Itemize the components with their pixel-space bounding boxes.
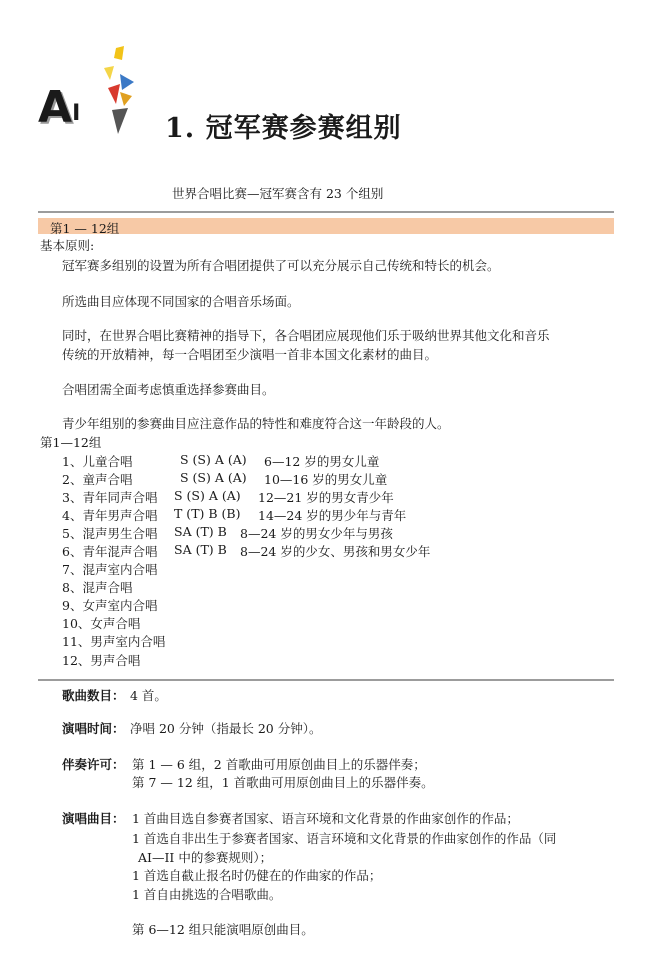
songs-value: 4 首。: [130, 688, 167, 703]
section-band: [38, 218, 614, 234]
accomp-line: 第 1 — 6 组，2 首歌曲可用原创曲目上的乐器伴奏；: [132, 757, 426, 772]
group-voice: S (S) A (A): [174, 488, 241, 503]
group-desc: 8—24 岁的少女、男孩和男女少年: [240, 544, 431, 559]
group-name: 9、女声室内合唱: [62, 598, 158, 613]
group-name: 6、青年混声合唱: [62, 544, 158, 559]
final-note: 第 6—12 组只能演唱原创曲目。: [132, 922, 314, 937]
group-voice: T (T) B (B): [174, 506, 241, 521]
accomp-label: 伴奏许可：: [62, 757, 125, 772]
subtitle: 世界合唱比赛—冠军赛含有 23 个组别: [172, 186, 384, 201]
principle-paragraph: 青少年组别的参赛曲目应注意作品的特性和难度符合这一年龄段的人。: [62, 416, 450, 431]
group-desc: 6—12 岁的男女儿童: [264, 454, 380, 469]
group-desc: 10—16 岁的男女儿童: [264, 472, 388, 487]
section-band-label: 第1 — 12组: [50, 221, 120, 236]
page-title: 1. 冠军赛参赛组别: [165, 113, 402, 144]
group-name: 12、男声合唱: [62, 653, 141, 668]
divider-top: [38, 211, 614, 213]
repertoire-line: 1 首选自非出生于参赛者国家、语言环境和文化背景的作曲家创作的作品（同: [132, 831, 557, 846]
principle-paragraph: 合唱团需全面考虑慎重选择参赛曲目。: [62, 382, 275, 397]
group-desc: 8—24 岁的男女少年与男孩: [240, 526, 393, 541]
group-voice: SA (T) B: [174, 542, 227, 557]
time-value: 净唱 20 分钟（指最长 20 分钟）。: [130, 721, 322, 736]
divider-middle: [38, 679, 614, 681]
group-name: 7、混声室内合唱: [62, 562, 158, 577]
logo-letter-a: A: [38, 82, 73, 133]
principles-heading: 基本原则:: [40, 238, 95, 253]
repertoire-line: 1 首曲目选自参赛者国家、语言环境和文化背景的作曲家创作的作品；: [132, 811, 519, 826]
principle-paragraph: 所选曲目应体现不同国家的合唱音乐场面。: [62, 294, 300, 309]
group-name: 4、青年男声合唱: [62, 508, 158, 523]
logo-text: [38, 82, 81, 133]
repertoire-label: 演唱曲目：: [62, 811, 125, 826]
group-desc: 12—21 岁的男女青少年: [258, 490, 394, 505]
time-label: 演唱时间：: [62, 721, 125, 736]
ai-logo: [38, 44, 146, 140]
songs-label: 歌曲数目：: [62, 688, 125, 703]
accomp-line: 第 7 — 12 组，1 首歌曲可用原创曲目上的乐器伴奏。: [132, 775, 434, 790]
group-voice: S (S) A (A): [180, 470, 247, 485]
group-name: 11、男声室内合唱: [62, 634, 166, 649]
group-voice: SA (T) B: [174, 524, 227, 539]
group-desc: 14—24 岁的男少年与青年: [258, 508, 407, 523]
principle-paragraph: 冠军赛多组别的设置为所有合唱团提供了可以充分展示自己传统和特长的机会。: [62, 258, 500, 273]
principle-paragraph: 传统的开放精神，每一合唱团至少演唱一首非本国文化素材的曲目。: [62, 347, 438, 362]
principle-paragraph: 同时，在世界合唱比赛精神的指导下，各合唱团应展现他们乐于吸纳世界其他文化和音乐: [62, 328, 550, 343]
group-name: 10、女声合唱: [62, 616, 141, 631]
groups-heading: 第1—12组: [40, 435, 102, 450]
group-name: 3、青年同声合唱: [62, 490, 158, 505]
group-name: 8、混声合唱: [62, 580, 133, 595]
group-name: 5、混声男生合唱: [62, 526, 158, 541]
logo-letter-i: I: [72, 101, 81, 126]
repertoire-line: 1 首自由挑选的合唱歌曲。: [132, 887, 282, 902]
group-name: 1、儿童合唱: [62, 454, 133, 469]
group-name: 2、童声合唱: [62, 472, 133, 487]
repertoire-line: 1 首选自截止报名时仍健在的作曲家的作品；: [132, 868, 382, 883]
repertoire-line: AI—II 中的参赛规则）；: [138, 850, 273, 865]
group-voice: S (S) A (A): [180, 452, 247, 467]
